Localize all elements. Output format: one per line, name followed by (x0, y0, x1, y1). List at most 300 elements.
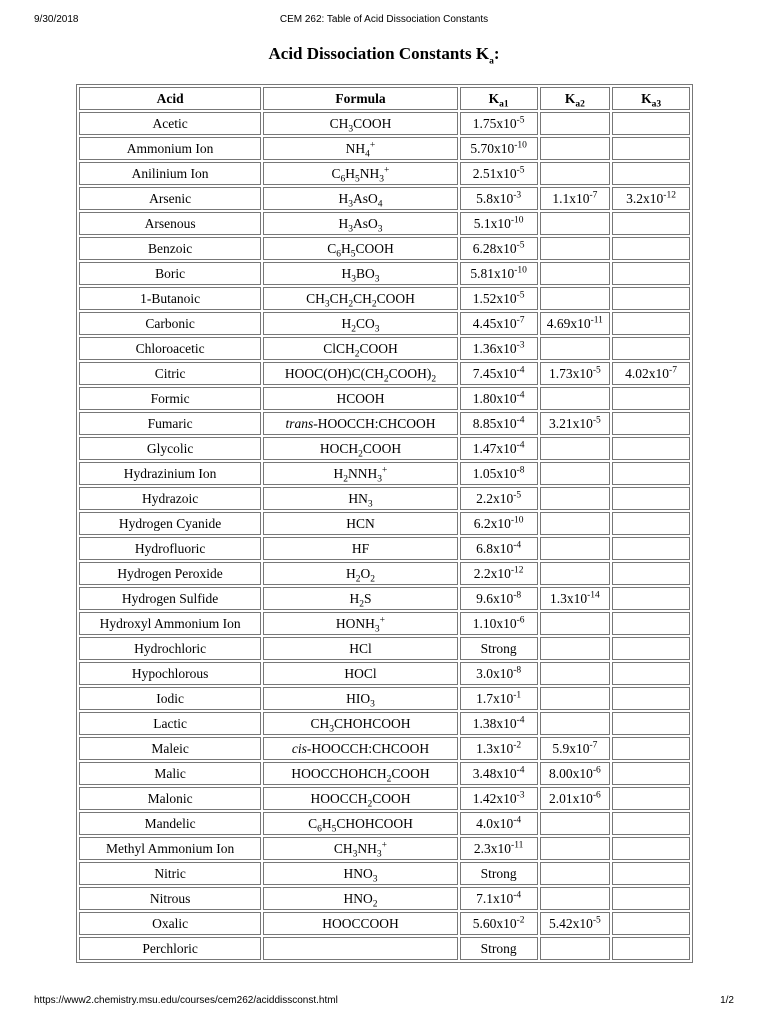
formula-part: CHOHCOOH (336, 816, 413, 831)
formula-part: 3 (351, 274, 356, 285)
acid-name-cell: Arsenous (79, 212, 261, 235)
formula-cell (263, 487, 458, 510)
ka1-exponent: -5 (516, 115, 525, 126)
formula-cell (263, 387, 458, 410)
ka2-cell (540, 262, 611, 285)
ka2-mantissa: 1.73x10 (548, 366, 593, 381)
ka1-exponent: -11 (511, 840, 524, 851)
ka2-cell (540, 462, 611, 485)
ka1-exponent: -3 (513, 190, 522, 201)
ka1-mantissa: 7.1x10 (476, 891, 514, 906)
acid-table-body (79, 112, 690, 960)
formula-part: HOCl (344, 666, 377, 681)
ka2-cell (540, 387, 611, 410)
formula-part: HNO (343, 891, 373, 906)
formula-part: CH (329, 116, 349, 131)
formula-part: HOOC(OH)C(CH (284, 366, 384, 381)
ka3-cell (612, 912, 690, 935)
col-header-ka2 (540, 87, 611, 110)
page-title-sub: a (489, 56, 494, 67)
ka1-cell (460, 162, 538, 185)
ka2-cell (540, 287, 611, 310)
ka1-exponent: -8 (516, 465, 525, 476)
formula-part: HCl (349, 641, 372, 656)
ka1-cell (460, 712, 538, 735)
ka2-exponent: -11 (590, 315, 603, 326)
ka2-cell (540, 812, 611, 835)
col-header-formula (263, 87, 458, 110)
formula-part: + (381, 840, 388, 851)
formula-part: H (345, 166, 356, 181)
ka1-exponent: -12 (510, 565, 524, 576)
ka3-cell (612, 187, 690, 210)
formula-cell (263, 137, 458, 160)
ka1-exponent: -5 (516, 290, 525, 301)
ka2-cell (540, 337, 611, 360)
ka1-mantissa: 2.3x10 (473, 841, 512, 856)
formula-part: 6 (336, 249, 341, 260)
formula-part: CH (333, 841, 353, 856)
ka3-cell (612, 262, 690, 285)
ka3-cell (612, 387, 690, 410)
acid-name-cell: Oxalic (79, 912, 261, 935)
acid-name-cell: Perchloric (79, 937, 261, 960)
formula-part: 3 (374, 324, 380, 335)
ka1-mantissa: 5.81x10 (470, 266, 515, 281)
formula-part: BO (355, 266, 375, 281)
ka1-mantissa: 3.48x10 (472, 766, 517, 781)
formula-cell (263, 187, 458, 210)
formula-part: 3 (377, 474, 383, 485)
ka2-cell (540, 787, 611, 810)
formula-part: HONH (335, 616, 375, 631)
ka3-cell (612, 712, 690, 735)
formula-part: cis (291, 741, 307, 756)
ka1-mantissa: 1.52x10 (472, 291, 517, 306)
ka2-exponent: -7 (589, 190, 598, 201)
table-row (79, 437, 690, 460)
ka3-cell (612, 862, 690, 885)
ka1-mantissa: 5.70x10 (470, 141, 515, 156)
ka2-cell (540, 162, 611, 185)
formula-part: C (331, 166, 341, 181)
formula-part: H (341, 316, 352, 331)
formula-part: H (345, 566, 356, 581)
ka1-cell (460, 537, 538, 560)
table-row (79, 837, 690, 860)
table-row (79, 162, 690, 185)
ka2-exponent: -5 (592, 915, 601, 926)
ka3-cell (612, 887, 690, 910)
formula-cell (263, 237, 458, 260)
ka2-exponent: -5 (592, 415, 601, 426)
col-header-ka1 (460, 87, 538, 110)
ka1-mantissa: 1.3x10 (476, 741, 514, 756)
ka1-mantissa: 1.10x10 (472, 616, 517, 631)
ka1-mantissa: 8.85x10 (472, 416, 517, 431)
table-row (79, 112, 690, 135)
formula-part: H (321, 816, 332, 831)
ka1-mantissa: 2.2x10 (476, 491, 514, 506)
ka3-cell (612, 587, 690, 610)
ka1-mantissa: 3.0x10 (476, 666, 514, 681)
table-row (79, 887, 690, 910)
formula-part: -HOOCCH:CHCOOH (313, 416, 436, 431)
ka1-mantissa: 7.45x10 (472, 366, 517, 381)
ka1-mantissa: 2.2x10 (473, 566, 511, 581)
formula-part: 5 (350, 249, 356, 260)
table-row (79, 362, 690, 385)
ka2-cell (540, 862, 611, 885)
ka1-cell (460, 687, 538, 710)
ka1-mantissa: 1.47x10 (472, 441, 517, 456)
source-url: https://www2.chemistry.msu.edu/courses/cem262/aciddissconst.html (34, 995, 338, 1006)
ka1-exponent: -4 (516, 365, 525, 376)
formula-part: 3 (377, 224, 383, 235)
ka1-cell (460, 562, 538, 585)
ka2-mantissa: 2.01x10 (548, 791, 593, 806)
formula-part: + (369, 140, 376, 151)
ka1-cell (460, 512, 538, 535)
ka2-cell (540, 637, 611, 660)
ka2-cell (540, 737, 611, 760)
formula-part: CH (353, 291, 372, 306)
ka1-mantissa: 1.38x10 (472, 716, 517, 731)
ka3-cell (612, 287, 690, 310)
ka3-cell (612, 837, 690, 860)
ka2-cell (540, 137, 611, 160)
formula-cell (263, 337, 458, 360)
formula-part: 2 (367, 799, 373, 810)
ka3-cell (612, 312, 690, 335)
formula-part: NH (359, 166, 380, 181)
formula-part: 3 (370, 699, 375, 710)
acid-name-cell: Maleic (79, 737, 261, 760)
formula-part: NH (345, 141, 366, 156)
header-row (79, 87, 690, 110)
ka1-exponent: -10 (514, 140, 527, 151)
formula-part: 5 (355, 174, 360, 185)
table-row (79, 737, 690, 760)
table-row (79, 537, 690, 560)
formula-part: CHOHCOOH (333, 716, 411, 731)
ka1-mantissa: 1.80x10 (472, 391, 517, 406)
ka3-mantissa: 4.02x10 (625, 366, 670, 381)
formula-cell (263, 262, 458, 285)
formula-part: HOOCCOOH (322, 916, 399, 931)
ka2-cell (540, 237, 611, 260)
page-number: 1/2 (720, 995, 734, 1006)
formula-cell (263, 412, 458, 435)
formula-part: H (340, 241, 351, 256)
ka1-exponent: -7 (516, 315, 525, 326)
ka2-cell (540, 837, 611, 860)
ka3-cell (612, 212, 690, 235)
ka2-cell (540, 187, 611, 210)
table-row (79, 587, 690, 610)
ka3-cell (612, 762, 690, 785)
formula-cell (263, 737, 458, 760)
formula-cell (263, 512, 458, 535)
ka3-cell (612, 787, 690, 810)
ka1-mantissa: 4.0x10 (476, 816, 514, 831)
ka1-exponent: -4 (516, 765, 525, 776)
ka1-mantissa: 5.8x10 (476, 191, 514, 206)
ka1-cell (460, 887, 538, 910)
ka3-cell (612, 937, 690, 960)
formula-part: HNO (343, 866, 373, 881)
ka3-mantissa: 3.2x10 (626, 191, 664, 206)
col-header-ka2-label: K (564, 91, 576, 106)
formula-part: NNH (348, 466, 378, 481)
ka1-exponent: -3 (516, 340, 525, 351)
ka1-cell (460, 337, 538, 360)
ka2-exponent: -6 (592, 790, 601, 801)
ka2-exponent: -6 (592, 765, 601, 776)
formula-cell (263, 812, 458, 835)
formula-part: H (349, 591, 360, 606)
formula-part: HIO (346, 691, 371, 706)
ka2-cell (540, 562, 611, 585)
acid-name-cell: Malic (79, 762, 261, 785)
formula-cell (263, 862, 458, 885)
ka3-exponent: -7 (669, 365, 677, 376)
acid-name-cell: Anilinium Ion (79, 162, 261, 185)
col-header-acid-label: Acid (156, 91, 184, 106)
formula-cell (263, 437, 458, 460)
ka2-mantissa: 3.21x10 (548, 416, 593, 431)
ka1-cell (460, 787, 538, 810)
formula-part: + (384, 165, 390, 176)
table-row (79, 412, 690, 435)
ka1-mantissa: 9.6x10 (476, 591, 514, 606)
formula-cell (263, 312, 458, 335)
formula-cell (263, 562, 458, 585)
formula-part: 3 (329, 724, 334, 735)
ka2-cell (540, 537, 611, 560)
col-header-ka2-sub: a2 (575, 99, 585, 110)
ka2-exponent: -7 (589, 740, 598, 751)
ka1-mantissa: 1.36x10 (472, 341, 517, 356)
table-row (79, 637, 690, 660)
ka2-mantissa: 1.3x10 (549, 591, 588, 606)
formula-part: AsO (352, 216, 378, 231)
formula-cell (263, 362, 458, 385)
page-title (0, 44, 768, 67)
col-header-ka3 (612, 87, 690, 110)
table-row (79, 562, 690, 585)
table-row (79, 237, 690, 260)
ka1-mantissa: 1.7x10 (476, 691, 514, 706)
ka2-cell (540, 687, 611, 710)
formula-part: 2 (386, 774, 392, 785)
ka1-cell (460, 837, 538, 860)
acid-name-cell: Lactic (79, 712, 261, 735)
ka1-exponent: -5 (513, 490, 522, 501)
formula-part: 2 (431, 374, 437, 385)
ka1-exponent: -2 (516, 915, 525, 926)
acid-name-cell: Methyl Ammonium Ion (79, 837, 261, 860)
ka1-exponent: -3 (516, 790, 525, 801)
ka1-cell (460, 762, 538, 785)
ka2-mantissa: 1.1x10 (552, 191, 590, 206)
acid-name-cell: Ammonium Ion (79, 137, 261, 160)
ka3-cell (612, 112, 690, 135)
print-title: CEM 262: Table of Acid Dissociation Constants (279, 14, 489, 25)
table-row (79, 612, 690, 635)
ka1-exponent: -8 (513, 590, 522, 601)
ka1-cell (460, 737, 538, 760)
formula-cell (263, 537, 458, 560)
col-header-formula-label: Formula (335, 91, 386, 106)
acid-name-cell: Benzoic (79, 237, 261, 260)
formula-part: 3 (374, 274, 380, 285)
ka2-cell (540, 487, 611, 510)
acid-name-cell: Hydrogen Sulfide (79, 587, 261, 610)
formula-part: COOH (359, 341, 398, 356)
ka1-mantissa: 1.05x10 (472, 466, 517, 481)
formula-cell (263, 787, 458, 810)
formula-part: + (382, 465, 388, 476)
ka2-cell (540, 362, 611, 385)
formula-cell (263, 287, 458, 310)
ka1-mantissa: 6.28x10 (472, 241, 517, 256)
acid-name-cell: Iodic (79, 687, 261, 710)
table-row (79, 787, 690, 810)
formula-part: COOH (353, 116, 392, 131)
formula-part: -HOOCCH:CHCOOH (306, 741, 430, 756)
formula-part: HOCH (319, 441, 359, 456)
ka1-exponent: -4 (513, 815, 522, 826)
acid-name-cell: Acetic (79, 112, 261, 135)
ka1-exponent: -10 (510, 215, 524, 226)
ka2-cell (540, 312, 611, 335)
table-row (79, 187, 690, 210)
formula-part: 2 (370, 574, 375, 585)
formula-part: 2 (359, 599, 364, 610)
formula-part: O (360, 566, 371, 581)
acid-name-cell: Hydrazinium Ion (79, 462, 261, 485)
formula-cell (263, 612, 458, 635)
formula-part: COOH (372, 791, 411, 806)
col-header-ka1-sub: a1 (499, 99, 509, 110)
formula-part: HCOOH (336, 391, 385, 406)
table-row (79, 687, 690, 710)
formula-part: 3 (348, 124, 354, 135)
table-row (79, 862, 690, 885)
formula-part: 4 (377, 199, 383, 210)
acid-name-cell: Arsenic (79, 187, 261, 210)
ka1-mantissa: 5.60x10 (472, 916, 517, 931)
ka2-cell (540, 212, 611, 235)
formula-cell (263, 212, 458, 235)
acid-name-cell: Formic (79, 387, 261, 410)
ka3-cell (612, 812, 690, 835)
ka1-cell (460, 662, 538, 685)
formula-part: 3 (367, 499, 373, 510)
formula-part: 6 (340, 174, 346, 185)
formula-cell (263, 462, 458, 485)
formula-part: H (333, 466, 344, 481)
formula-part: CH (310, 716, 330, 731)
ka2-cell (540, 912, 611, 935)
ka2-mantissa: 5.9x10 (552, 741, 590, 756)
formula-part: 6 (317, 824, 322, 835)
formula-cell (263, 887, 458, 910)
formula-part: CH (306, 291, 325, 306)
acid-name-cell: Hydrochloric (79, 637, 261, 660)
ka1-mantissa: 6.8x10 (476, 541, 514, 556)
ka1-cell (460, 487, 538, 510)
ka1-exponent: -4 (516, 715, 525, 726)
formula-part: 5 (331, 824, 337, 835)
formula-part: AsO (352, 191, 378, 206)
formula-part: ClCH (323, 341, 355, 356)
formula-cell (263, 687, 458, 710)
ka1-exponent: -5 (516, 165, 525, 176)
table-row (79, 762, 690, 785)
ka1-exponent: -4 (516, 390, 525, 401)
acid-name-cell: 1-Butanoic (79, 287, 261, 310)
formula-part: H (341, 266, 352, 281)
ka1-exponent: -4 (516, 440, 525, 451)
ka3-cell (612, 462, 690, 485)
formula-part: H (338, 216, 349, 231)
formula-part: C (308, 816, 318, 831)
ka3-cell (612, 562, 690, 585)
acid-name-cell: Fumaric (79, 412, 261, 435)
ka1-cell (460, 212, 538, 235)
formula-part: 3 (348, 224, 353, 235)
ka1-cell (460, 812, 538, 835)
formula-cell (263, 762, 458, 785)
formula-part: 3 (352, 849, 358, 860)
ka2-cell (540, 937, 611, 960)
formula-part: trans (285, 416, 314, 431)
ka3-cell (612, 437, 690, 460)
ka1-cell: Strong (460, 862, 538, 885)
table-row (79, 912, 690, 935)
ka2-mantissa: 4.69x10 (546, 316, 591, 331)
formula-part: 2 (354, 349, 360, 360)
formula-cell (263, 112, 458, 135)
table-row (79, 287, 690, 310)
formula-part: 2 (383, 374, 389, 385)
formula-part: S (363, 591, 372, 606)
formula-part: 2 (358, 449, 363, 460)
ka1-exponent: -10 (514, 265, 527, 276)
acid-name-cell: Mandelic (79, 812, 261, 835)
ka2-cell (540, 887, 611, 910)
formula-part: 2 (372, 899, 378, 910)
col-header-ka1-label: K (488, 91, 500, 106)
formula-part: + (379, 615, 386, 626)
table-row (79, 662, 690, 685)
table-row (79, 937, 690, 960)
acid-name-cell: Boric (79, 262, 261, 285)
ka2-mantissa: 8.00x10 (548, 766, 593, 781)
ka1-exponent: -6 (516, 615, 525, 626)
ka3-cell (612, 487, 690, 510)
table-row (79, 312, 690, 335)
acid-name-cell: Citric (79, 362, 261, 385)
ka1-cell (460, 287, 538, 310)
ka1-cell (460, 412, 538, 435)
formula-part: 2 (355, 574, 361, 585)
ka1-mantissa: 1.75x10 (472, 116, 517, 131)
ka1-cell (460, 387, 538, 410)
ka1-exponent: -4 (513, 540, 522, 551)
